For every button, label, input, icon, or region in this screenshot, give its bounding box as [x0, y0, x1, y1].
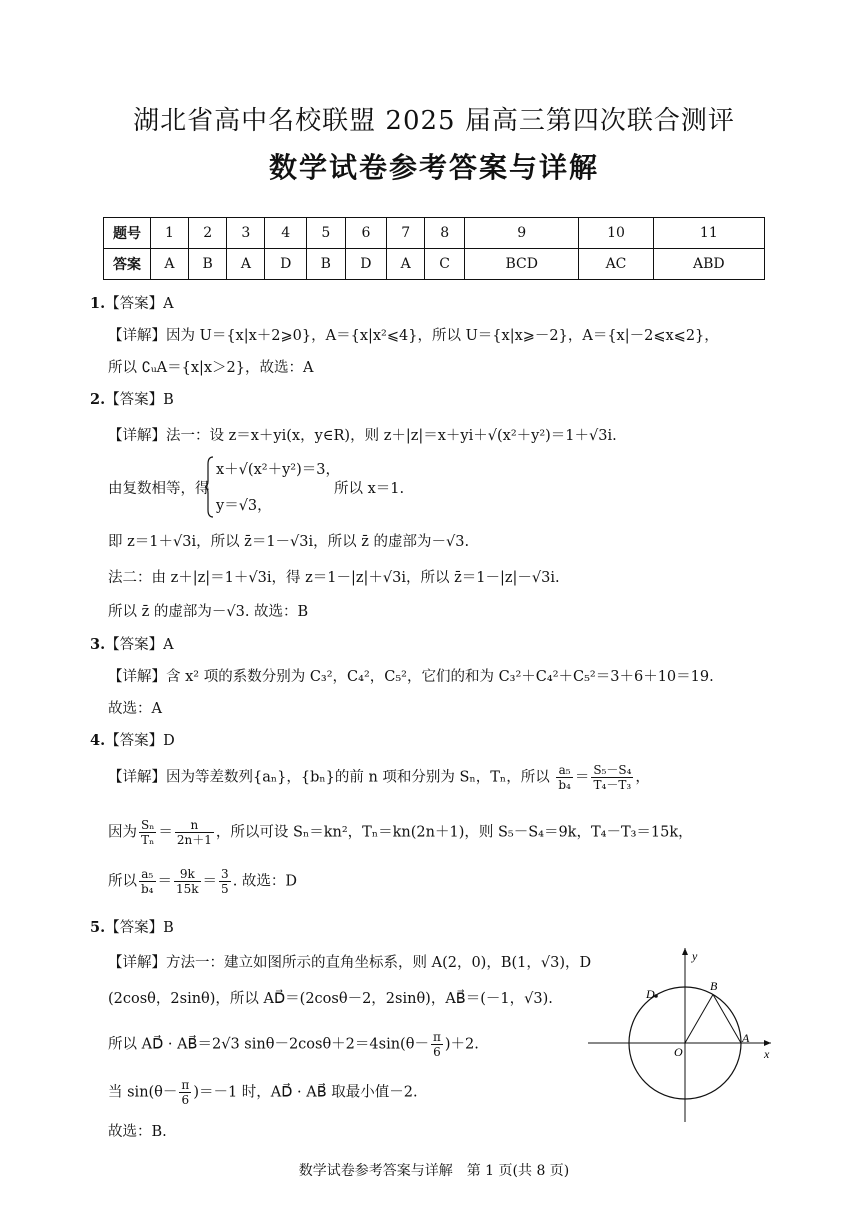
fraction [431, 1030, 443, 1059]
table-cell: ABD [653, 249, 764, 280]
fraction-denominator: 6 [433, 1045, 441, 1059]
fraction [174, 867, 201, 896]
fraction-numerator: π [432, 1030, 441, 1044]
q2-detail-2d: 所以 x＝1. [334, 481, 405, 497]
segment-ob [685, 995, 713, 1044]
y-axis-arrow-icon [682, 948, 688, 955]
q1-answer-line [90, 292, 174, 313]
equals: ＝ [157, 873, 172, 890]
table-cell: 8 [425, 218, 465, 249]
q5-text-4: 当 sin(θ－ [108, 1084, 178, 1101]
fraction [179, 1078, 191, 1107]
fraction [139, 867, 156, 896]
table-cell: 5 [307, 218, 346, 249]
fraction [556, 763, 573, 792]
fraction-denominator: 2n＋1 [176, 833, 212, 847]
equals: ＝ [574, 769, 590, 786]
q4-text-1: 【详解】因为等差数列{aₙ}，{bₙ}的前 n 项和分别为 Sₙ，Tₙ，所以 [108, 769, 550, 786]
q3-answer: 【答案】A [105, 637, 174, 653]
q1-detail-2: 所以 ∁ᵤA＝{x|x＞2}，故选：A [108, 360, 314, 376]
label-b: B [710, 979, 718, 993]
q5-detail-3 [108, 1030, 479, 1059]
page-subtitle: 数学试卷参考答案与详解 [268, 151, 599, 184]
fraction-numerator: n [175, 818, 214, 833]
q5-detail-5: 故选：B. [108, 1124, 167, 1140]
label-a: A [742, 1031, 750, 1045]
table-cell: 1 [151, 218, 189, 249]
q4-text-1-tail: ， [635, 769, 650, 786]
system-brace-icon [205, 456, 215, 518]
label-d: D [646, 987, 655, 1001]
table-header-answer: 答案 [104, 249, 151, 280]
q2-answer: 【答案】B [105, 392, 174, 408]
fraction-numerator: a₅ [139, 867, 156, 882]
q2-detail-5: 所以 z̄ 的虚部为－√3. 故选：B [108, 604, 309, 620]
q2-detail-2b: x＋√(x²＋y²)＝3， [216, 462, 340, 478]
q1-answer: 【答案】A [105, 296, 174, 312]
q5-text-3b: )＋2. [444, 1036, 479, 1053]
table-cell: C [425, 249, 465, 280]
q3-answer-line [90, 633, 174, 654]
fraction-numerator: a₅ [556, 763, 573, 778]
q4-number: 4. [90, 732, 106, 749]
fraction [175, 818, 214, 847]
q5-detail-2: (2cosθ，2sinθ)，所以 AD⃗＝(2cosθ－2，2sinθ)，AB⃗＝(－1，√3). [108, 991, 553, 1007]
page-footer: 数学试卷参考答案与详解 第 1 页(共 8 页) [298, 1163, 570, 1179]
q5-detail-1: 【详解】方法一：建立如图所示的直角坐标系，则 A(2，0)，B(1，√3)，D [108, 955, 592, 971]
q2-detail-1: 【详解】法一：设 z＝x＋yi(x，y∈R)，则 z＋|z|＝x＋yi＋√(x²＋y²)＝1＋√3i. [108, 428, 617, 444]
table-row-numbers [104, 218, 765, 249]
label-o: O [674, 1045, 683, 1059]
point-d [654, 994, 658, 998]
q2-number: 2. [90, 391, 106, 408]
answer-table [103, 217, 765, 280]
q4-detail-3 [108, 867, 297, 896]
q3-number: 3. [90, 636, 106, 653]
q5-answer: 【答案】B [105, 920, 174, 936]
q5-detail-4 [108, 1078, 418, 1107]
q5-number: 5. [90, 919, 106, 936]
table-cell: A [387, 249, 425, 280]
fraction-denominator: b₄ [558, 778, 571, 792]
table-cell: A [227, 249, 265, 280]
q3-detail-2: 故选：A [108, 701, 162, 717]
fraction-denominator: 5 [221, 882, 229, 896]
fraction-denominator: 6 [181, 1093, 190, 1107]
q4-answer-line [90, 729, 175, 750]
table-cell: A [151, 249, 189, 280]
q4-text-3: 所以 [108, 873, 137, 890]
q4-detail-1 [108, 763, 650, 792]
fraction-numerator: S₅－S₄ [593, 763, 632, 777]
table-cell: 3 [227, 218, 265, 249]
q4-answer: 【答案】D [105, 733, 175, 749]
q2-detail-3: 即 z＝1＋√3i，所以 z̄＝1－√3i，所以 z̄ 的虚部为－√3. [108, 534, 470, 550]
page-title: 湖北省高中名校联盟 2025 届高三第四次联合测评 [133, 106, 735, 136]
table-cell: 10 [579, 218, 653, 249]
fraction [219, 867, 231, 896]
equals: ＝ [202, 873, 218, 890]
table-cell: 6 [345, 218, 387, 249]
fraction-numerator: π [181, 1078, 190, 1092]
table-cell: 4 [265, 218, 307, 249]
fraction-numerator: Sₙ [141, 818, 155, 832]
q4-text-2b: ，所以可设 Sₙ＝kn²，Tₙ＝kn(2n＋1)，则 S₅－S₄＝9k，T₄－T₃＝15k， [215, 824, 693, 841]
q2-answer-line [90, 388, 174, 409]
table-header-number: 题号 [104, 218, 151, 249]
q5-text-3: 所以 AD⃗ · AB⃗＝2√3 sinθ－2cosθ＋2＝4sin(θ－ [108, 1036, 429, 1053]
table-cell: 9 [465, 218, 579, 249]
table-cell: AC [579, 249, 653, 280]
label-y: y [692, 949, 698, 963]
q1-detail-1: 【详解】因为 U＝{x|x＋2⩾0}，A＝{x|x²⩽4}，所以 U＝{x|x⩾－2}，A＝{x|－2⩽x⩽2}， [108, 328, 719, 344]
q4-text-3b: . 故选：D [232, 873, 298, 890]
q1-number: 1. [90, 295, 106, 312]
x-axis-arrow-icon [764, 1040, 771, 1046]
fraction-denominator: b₄ [141, 882, 154, 896]
table-cell: D [345, 249, 387, 280]
table-cell: 11 [653, 218, 764, 249]
table-cell: BCD [465, 249, 579, 280]
fraction-denominator: Tₙ [141, 833, 155, 847]
q2-detail-4: 法二：由 z＋|z|＝1＋√3i，得 z＝1－|z|＋√3i，所以 z̄＝1－|z|－√3i. [108, 570, 560, 586]
q5-text-4b: )＝－1 时，AD⃗ · AB⃗ 取最小值－2. [193, 1084, 418, 1101]
q3-detail-1: 【详解】含 x² 项的系数分别为 C₃²，C₄²，C₅²，它们的和为 C₃²＋C₄²＋C₅²＝3＋6＋10＝19. [108, 669, 714, 685]
coordinate-figure [588, 940, 778, 1125]
table-cell: B [307, 249, 346, 280]
fraction-numerator: 9k [174, 867, 201, 882]
table-cell: 2 [188, 218, 227, 249]
fraction-denominator: T₄－T₃ [593, 778, 632, 792]
q4-detail-2 [108, 818, 693, 847]
q2-detail-2c: y＝√3， [216, 498, 272, 514]
table-cell: D [265, 249, 307, 280]
q5-answer-line [90, 916, 174, 937]
equals: ＝ [158, 824, 173, 841]
table-row-answers [104, 249, 765, 280]
table-cell: 7 [387, 218, 425, 249]
fraction-numerator: 3 [221, 867, 229, 881]
label-x: x [764, 1047, 770, 1061]
fraction [139, 818, 156, 847]
fraction-denominator: 15k [176, 882, 199, 896]
q4-text-2: 因为 [108, 824, 137, 841]
fraction [591, 763, 633, 792]
table-cell: B [188, 249, 227, 280]
q2-detail-2a: 由复数相等，得 [108, 481, 210, 497]
segment-ab [713, 995, 741, 1044]
